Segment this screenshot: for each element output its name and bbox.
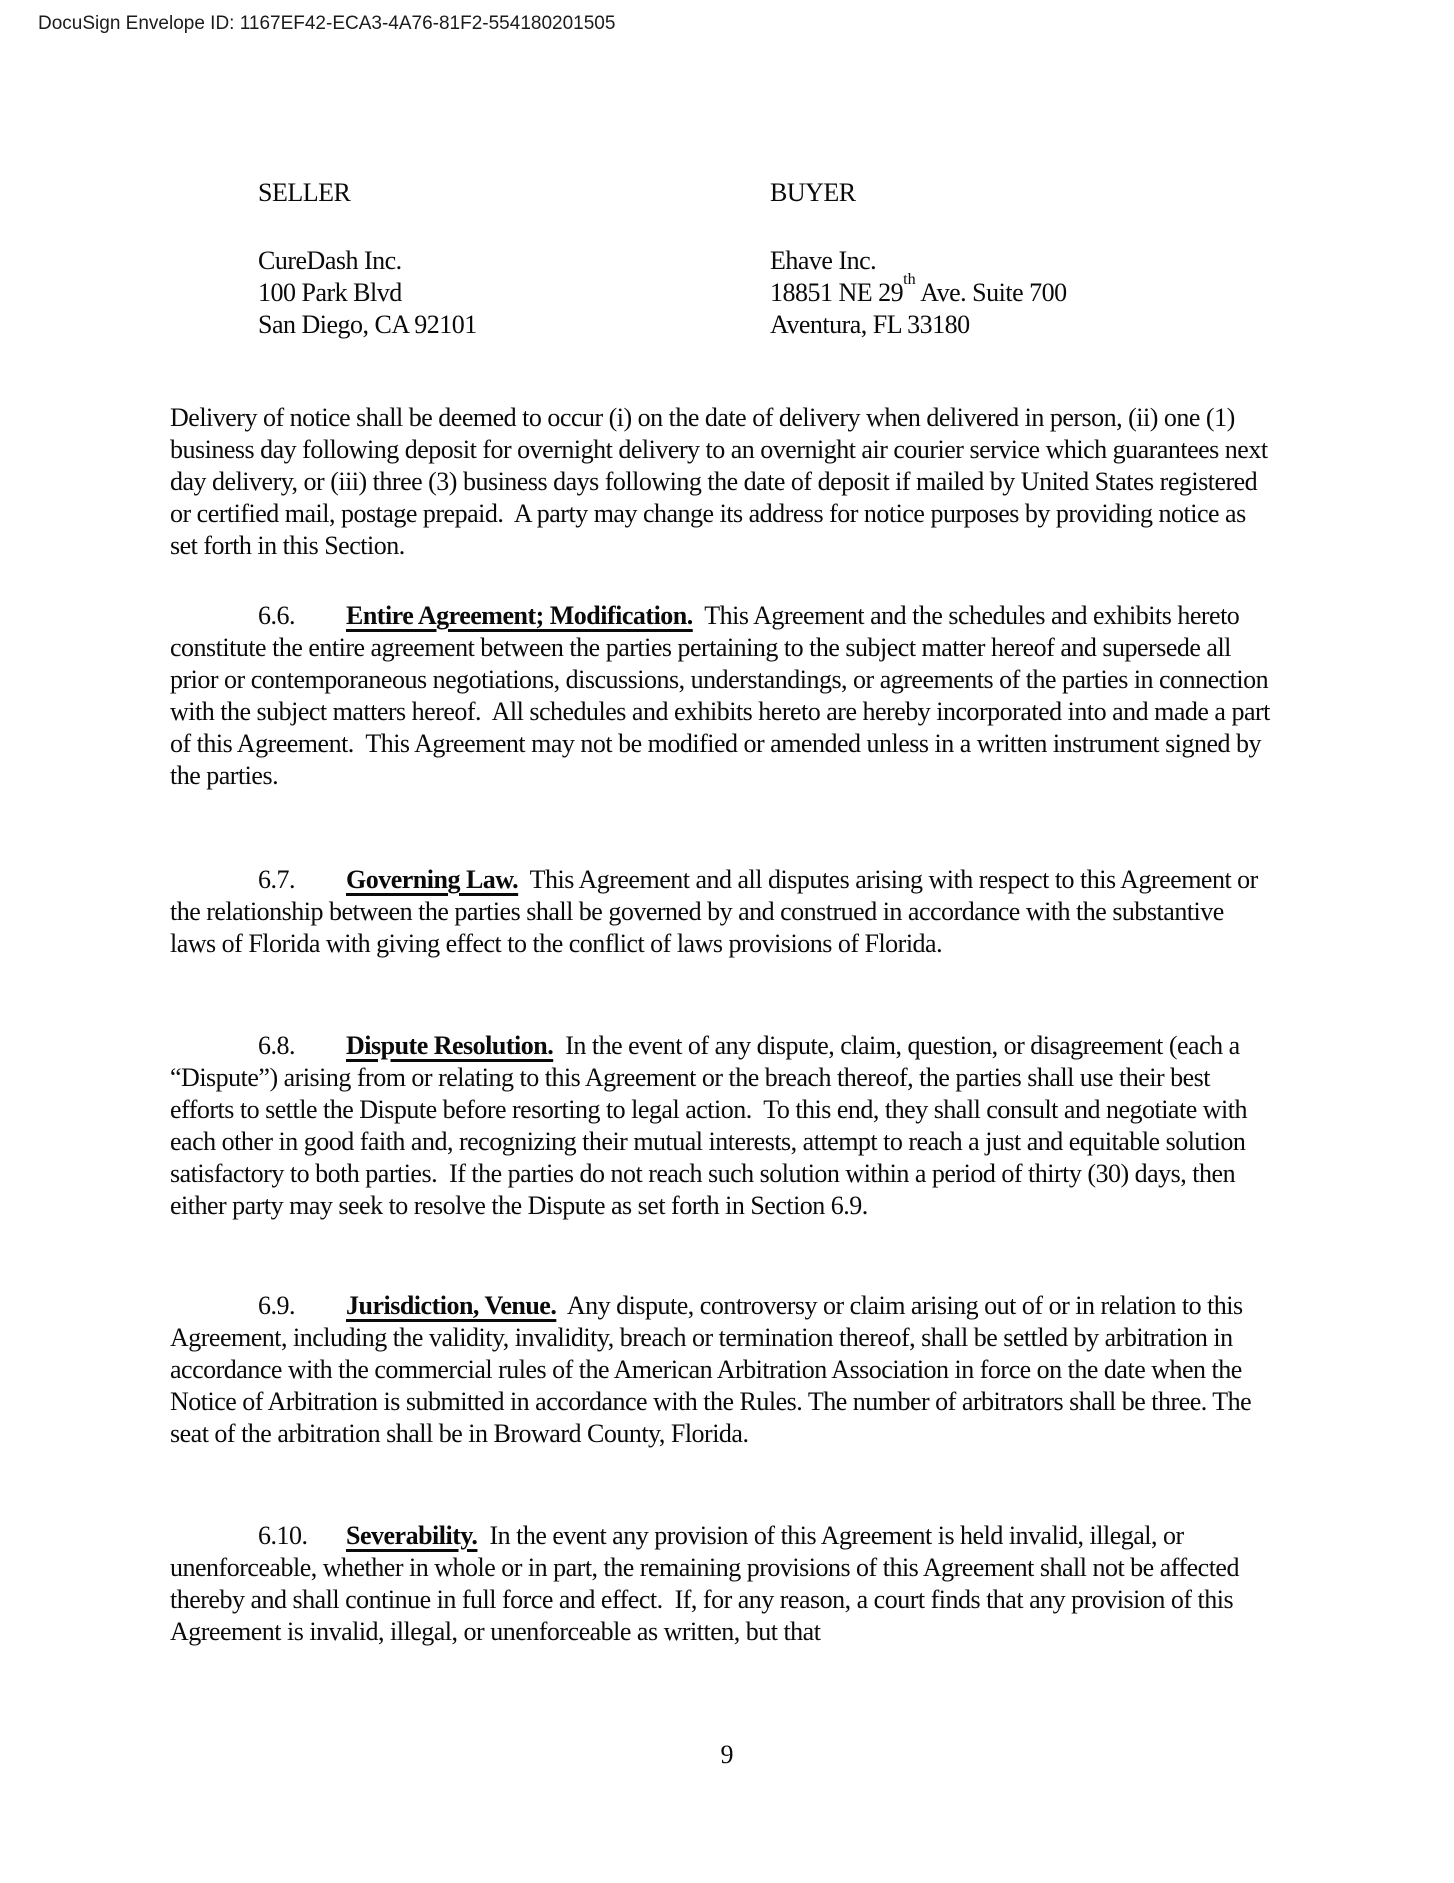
buyer-street-ordinal: th: [903, 271, 916, 289]
section-6-7: [170, 864, 1274, 960]
page-number: 9: [720, 1740, 734, 1769]
section-6-10: [170, 1520, 1274, 1648]
seller-address: [258, 245, 770, 341]
seller-block: [258, 177, 770, 341]
section-6-8: [170, 1030, 1274, 1222]
section-6-7-title: Governing Law.: [346, 865, 519, 894]
section-6-6-body: This Agreement and the schedules and exhibits hereto constitute the entire agreement between the parties pertaining to the subject matter hereof and supersede all prior or contemporaneous negotiations, discussions, understandings, or agreements of the parties in connection with the subject matters hereof. All schedules and exhibits hereto are hereby incorporated into and made a part of this Agreement. This Agreement may not be modified or amended unless in a written instrument signed by the parties.: [170, 601, 1276, 790]
section-6-10-number: 6.10.: [258, 1521, 308, 1550]
section-6-7-number: 6.7.: [258, 865, 295, 894]
section-6-8-number: 6.8.: [258, 1031, 295, 1060]
section-6-9: [170, 1290, 1274, 1450]
section-6-10-body: In the event any provision of this Agreement is held invalid, illegal, or unenforceable, whether in whole or in part, the remaining provisions of this Agreement shall not be affected thereby and shall continue in full force and effect. If, for any reason, a court finds that any provision of this Agreement is invalid, illegal, or unenforceable as written, but that: [170, 1521, 1245, 1646]
seller-address-line1: 100 Park Blvd: [258, 278, 402, 307]
section-6-10-title: Severability.: [346, 1521, 478, 1550]
buyer-street-prefix: 18851 NE 29: [770, 278, 904, 307]
section-6-6-title: Entire Agreement; Modification.: [346, 601, 693, 630]
parties-block: [258, 177, 1274, 341]
buyer-name: Ehave Inc.: [770, 246, 877, 275]
buyer-address: [770, 245, 1274, 341]
buyer-address-line1: [770, 271, 1274, 309]
section-6-6-number: 6.6.: [258, 601, 295, 630]
section-6-7-body: This Agreement and all disputes arising with respect to this Agreement or the relationship between the parties shall be governed by and construed in accordance with the substantive laws of Florida with giving effect to the conflict of laws provisions of Florida.: [170, 865, 1264, 958]
section-6-9-number: 6.9.: [258, 1291, 295, 1320]
section-6-9-body: Any dispute, controversy or claim arising out of or in relation to this Agreement, including the validity, invalidity, breach or termination thereof, shall be settled by arbitration in accordance with the commercial rules of the American Arbitration Association in force on the date when the Notice of Arbitration is submitted in accordance with the Rules. The number of arbitrators shall be three. The seat of the arbitration shall be in Broward County, Florida.: [170, 1291, 1258, 1448]
buyer-street-suffix: Ave. Suite 700: [915, 278, 1067, 307]
seller-address-line2: San Diego, CA 92101: [258, 310, 477, 339]
buyer-address-line2: Aventura, FL 33180: [770, 310, 970, 339]
section-6-8-body: In the event of any dispute, claim, question, or disagreement (each a “Dispute”) arising from or relating to this Agreement or the breach thereof, the parties shall use their best efforts to settle the Dispute before resorting to legal action. To this end, they shall consult and negotiate with each other in good faith and, recognizing their mutual interests, attempt to reach a just and equitable solution satisfactory to both parties. If the parties do not reach such solution within a period of thirty (30) days, then either party may seek to resolve the Dispute as set forth in Section 6.9.: [170, 1031, 1253, 1220]
docusign-envelope-id: DocuSign Envelope ID: 1167EF42-ECA3-4A76-81F2-554180201505: [38, 13, 616, 34]
section-6-6: [170, 600, 1274, 792]
buyer-block: [770, 177, 1274, 341]
section-6-9-title: Jurisdiction, Venue.: [346, 1291, 557, 1320]
notice-delivery-paragraph: Delivery of notice shall be deemed to occur (i) on the date of delivery when delivered in person, (ii) one (1) business day following deposit for overnight delivery to an overnight air courier service which guarantees next day delivery, or (iii) three (3) business days following the date of deposit if mailed by United States registered or certified mail, postage prepaid. A party may change its address for notice purposes by providing notice as set forth in this Section.: [170, 403, 1274, 560]
section-6-8-title: Dispute Resolution.: [346, 1031, 554, 1060]
seller-name: CureDash Inc.: [258, 246, 402, 275]
seller-heading: SELLER: [258, 178, 351, 207]
buyer-heading: BUYER: [770, 178, 856, 207]
